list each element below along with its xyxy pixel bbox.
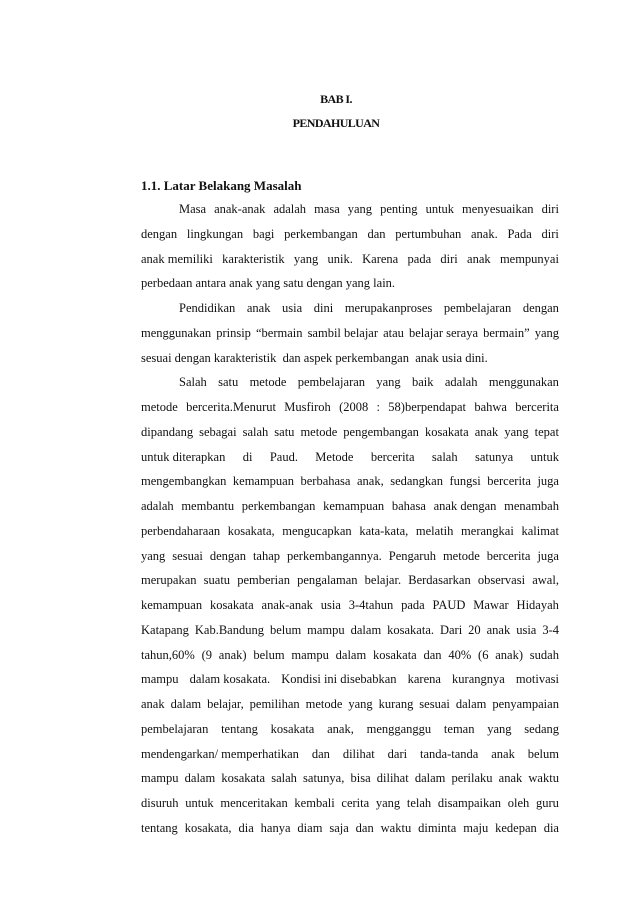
text-line: [141, 791, 559, 816]
word: bercerita.Menurut: [186, 400, 276, 414]
word: anak-anak: [214, 202, 266, 216]
word: juga: [537, 474, 559, 489]
text-line: [141, 717, 559, 742]
word: disampaikan: [437, 796, 502, 810]
text-line: [141, 247, 559, 272]
word: mampu: [307, 622, 345, 637]
word: kosakata: [424, 424, 469, 439]
word: bahwa: [474, 400, 507, 414]
word: disuruh: [141, 796, 179, 810]
word: mampu: [141, 672, 179, 687]
word: bermain”: [483, 325, 530, 340]
word: karena: [407, 672, 441, 687]
word: kemampuan: [323, 499, 385, 513]
word: dan: [423, 647, 442, 662]
word: mampu: [141, 771, 179, 786]
word: adalah: [444, 375, 478, 390]
word: dilihat: [376, 771, 409, 786]
word: bagi: [252, 226, 275, 241]
word: pada: [407, 251, 432, 266]
word: fungsi: [449, 474, 481, 489]
chapter-number: BAB I.: [320, 92, 352, 106]
word: pembelajaran: [141, 721, 209, 736]
text-line: [141, 692, 559, 717]
text-line: [141, 197, 559, 222]
word: satunya: [474, 449, 514, 464]
section-heading: 1.1. Latar Belakang Masalah: [141, 178, 302, 193]
word: prinsip: [216, 325, 251, 340]
word: belum: [253, 647, 285, 662]
word: atau: [383, 325, 404, 340]
word: membantu: [181, 499, 235, 513]
word: yang: [487, 721, 512, 736]
word: dia: [543, 820, 559, 835]
text-line: [141, 494, 559, 519]
word: anak: [491, 746, 515, 761]
word: pada: [401, 598, 425, 612]
word: bercerita: [486, 548, 531, 563]
word: sambil belajar: [307, 325, 379, 340]
word: usia: [282, 301, 303, 315]
word: oleh: [507, 796, 530, 810]
paragraph: [141, 370, 559, 840]
word: sesuai dengan karakteristik dan aspek perkembangan anak usia dini.: [141, 350, 488, 365]
word: metode: [141, 400, 178, 414]
word: kemampuan: [232, 474, 294, 489]
word: dan: [355, 820, 374, 835]
word: untuk: [425, 202, 455, 216]
word: kosakata.: [387, 622, 434, 637]
word: anak: [474, 424, 499, 439]
word: yang: [141, 548, 166, 563]
word: bercerita: [370, 449, 415, 464]
text-line: [141, 593, 559, 618]
word: yang: [376, 375, 401, 390]
text-line: [141, 346, 559, 371]
word: anak,: [327, 721, 354, 736]
word: satu: [274, 424, 295, 439]
word: pemberian: [237, 573, 290, 588]
word: metode: [249, 375, 287, 390]
word: sedang: [524, 721, 559, 736]
word: juga: [537, 548, 559, 563]
word: kosakata: [270, 721, 315, 736]
word: dalam: [455, 697, 487, 711]
word: dari: [387, 746, 408, 761]
word: 3-4: [542, 622, 559, 637]
word: mampu: [291, 647, 329, 662]
word: yang: [348, 697, 373, 711]
word: Pendidikan: [179, 301, 236, 315]
word: pembelajaran: [443, 301, 512, 315]
word: merangkai: [461, 523, 514, 538]
word: kalimat: [521, 523, 559, 538]
word: mengganggu: [366, 721, 432, 736]
word: Metode: [315, 449, 354, 464]
word: waktu: [380, 820, 412, 835]
text-line: [141, 395, 559, 420]
word: menggunakan: [141, 325, 212, 340]
word: (6: [478, 647, 489, 662]
word: Kondisi ini disebabkan: [281, 672, 397, 687]
word: dia: [238, 820, 254, 835]
text-line: [141, 420, 559, 445]
text-line: [141, 271, 559, 296]
word: motivasi: [515, 672, 559, 687]
word: usia: [320, 598, 341, 612]
word: diri: [440, 251, 458, 266]
text-line: [141, 568, 559, 593]
word: kedepan: [495, 820, 537, 835]
word: yang: [293, 251, 319, 266]
word: anak dengan: [433, 499, 497, 513]
text-line: [141, 618, 559, 643]
word: pemilihan: [249, 697, 300, 711]
text-line: [141, 766, 559, 791]
word: anak): [218, 647, 247, 662]
word: (9: [201, 647, 213, 662]
word: usia: [516, 622, 537, 637]
word: melatih: [415, 523, 454, 538]
paragraph: [141, 197, 559, 296]
word: tahun,60%: [141, 647, 195, 662]
word: diri: [541, 202, 559, 216]
word: PAUD: [432, 598, 466, 612]
word: menyesuaikan: [462, 202, 534, 216]
word: diam: [297, 820, 323, 835]
word: salah: [242, 424, 269, 439]
word: Kab.Bandung: [194, 622, 264, 637]
word: belum: [527, 746, 559, 761]
word: anak-anak: [261, 598, 313, 612]
word: untuk: [530, 449, 559, 464]
word: bahasa: [391, 499, 426, 513]
text-line: [141, 519, 559, 544]
word: Salah: [179, 375, 207, 390]
word: Pengaruh: [388, 548, 436, 563]
word: menceritakan: [220, 796, 288, 810]
word: diri: [541, 226, 559, 241]
text-line: [141, 370, 559, 395]
word: metode: [442, 548, 480, 563]
word: perkembangan: [241, 499, 316, 513]
word: dalam: [184, 771, 216, 786]
word: karakteristik: [222, 251, 285, 266]
word: :: [376, 400, 380, 414]
word: 3-4tahun: [348, 598, 394, 612]
word: dalam: [414, 771, 446, 786]
text-line: [141, 321, 559, 346]
word: “bermain: [255, 325, 303, 340]
word: anak,: [356, 474, 384, 489]
word: awal,: [532, 573, 559, 588]
word: Hidayah: [516, 598, 559, 612]
text-line: [141, 544, 559, 569]
word: anak: [498, 771, 523, 786]
word: penyampaian: [492, 697, 559, 711]
word: dalam kosakata.: [189, 672, 271, 687]
chapter-title: PENDAHULUAN: [292, 116, 380, 130]
word: sudah: [529, 647, 559, 662]
word: hanya: [260, 820, 291, 835]
word: kosakata: [209, 598, 254, 612]
word: berbahasa: [300, 474, 351, 489]
word: di: [242, 449, 253, 464]
word: metode: [300, 424, 338, 439]
word: untuk diterapkan: [141, 449, 226, 464]
word: guru: [536, 796, 559, 810]
word: sedangkan: [390, 474, 443, 489]
word: adalah: [141, 499, 174, 513]
text-line: [141, 667, 559, 692]
word: sesuai: [419, 697, 450, 711]
word: dini: [313, 301, 334, 315]
word: pembelajaran: [297, 375, 366, 390]
word: menambah: [504, 499, 559, 513]
word: salah: [431, 449, 458, 464]
word: satunya,: [303, 771, 345, 786]
word: kurang: [378, 697, 414, 711]
text-line: [141, 296, 559, 321]
word: salah: [271, 771, 297, 786]
word: (2008: [339, 400, 369, 414]
word: kemampuan: [141, 598, 203, 612]
word: Musfiroh: [284, 400, 331, 414]
word: Katapang: [141, 622, 189, 637]
text-line: [141, 643, 559, 668]
word: diminta: [418, 820, 457, 835]
word: Masa: [179, 202, 207, 216]
word: belajar seraya: [408, 325, 479, 340]
word: sebagai: [199, 424, 237, 439]
word: yang: [375, 796, 401, 810]
word: anak: [486, 622, 511, 637]
word: merupakanproses: [344, 301, 433, 315]
word: dan: [367, 226, 386, 241]
word: anak memiliki: [141, 251, 213, 266]
word: Paud.: [269, 449, 298, 464]
word: kurangnya: [452, 672, 505, 687]
word: perkembangan: [284, 226, 358, 241]
word: untuk: [185, 796, 214, 810]
word: waktu: [528, 771, 559, 786]
word: tentang: [141, 820, 178, 835]
word: anak: [246, 301, 271, 315]
word: sesuai: [172, 548, 203, 563]
body-text: [141, 197, 559, 841]
word: anak: [141, 697, 165, 711]
word: kosakata,: [184, 820, 232, 835]
word: kembali: [294, 796, 335, 810]
word: dilihat: [342, 746, 375, 761]
text-line: [141, 445, 559, 470]
word: Pada: [507, 226, 532, 241]
word: menggunakan: [488, 375, 559, 390]
word: dipandang: [141, 424, 194, 439]
word: kosakata,: [227, 523, 275, 538]
word: yang: [347, 202, 373, 216]
word: bercerita: [487, 474, 531, 489]
word: yang: [504, 424, 529, 439]
word: dengan: [209, 548, 246, 563]
word: pengembangan: [343, 424, 419, 439]
word: dengan: [141, 226, 178, 241]
word: perbendaharaan: [141, 523, 221, 538]
word: tanda-tanda: [420, 746, 479, 761]
word: kosakata: [221, 771, 266, 786]
word: anak): [495, 647, 524, 662]
word: tahap: [252, 548, 281, 563]
word: Berdasarkan: [408, 573, 471, 588]
word: cerita: [341, 796, 370, 810]
word: 40%: [448, 647, 472, 662]
word: belum: [269, 622, 302, 637]
word: bisa: [350, 771, 371, 786]
word: pertumbuhan: [395, 226, 462, 241]
word: suatu: [203, 573, 231, 588]
word: masa: [314, 202, 340, 216]
paragraph: [141, 296, 559, 370]
word: Mawar: [473, 598, 509, 612]
word: perkembangannya.: [287, 548, 382, 563]
word: yang: [534, 325, 559, 340]
word: baik: [412, 375, 434, 390]
text-line: [141, 222, 559, 247]
word: penting: [380, 202, 418, 216]
text-line: [141, 469, 559, 494]
text-line: [141, 816, 559, 841]
word: belajar.: [364, 573, 402, 588]
word: tentang: [221, 721, 258, 736]
word: kata-kata,: [359, 523, 409, 538]
word: dalam: [335, 647, 367, 662]
word: observasi: [477, 573, 526, 588]
word: dengan: [522, 301, 559, 315]
word: 58)berpendapat: [388, 400, 467, 414]
word: satu: [218, 375, 239, 390]
word: kosakata: [372, 647, 417, 662]
word: anak: [467, 251, 491, 266]
word: dan: [311, 746, 330, 761]
word: lingkungan: [186, 226, 244, 241]
word: telah: [406, 796, 432, 810]
word: unik.: [327, 251, 353, 266]
word: dalam: [170, 697, 202, 711]
word: saja: [329, 820, 349, 835]
word: belajar,: [207, 697, 244, 711]
word: mempunyai: [499, 251, 559, 266]
word: maju: [463, 820, 489, 835]
word: tepat: [534, 424, 559, 439]
word: adalah: [273, 202, 307, 216]
word: dalam: [350, 622, 382, 637]
word: perilaku: [451, 771, 493, 786]
word: Dari: [439, 622, 463, 637]
word: metode: [305, 697, 343, 711]
word: merupakan: [141, 573, 197, 588]
word: mengucapkan: [282, 523, 352, 538]
text-line: [141, 742, 559, 767]
word: perbedaan antara anak yang satu dengan yang lain.: [141, 276, 396, 291]
word: mengembangkan: [141, 474, 227, 489]
word: anak.: [471, 226, 498, 241]
word: 20: [468, 622, 481, 637]
word: teman: [443, 721, 475, 736]
word: mendengarkan/ memperhatikan: [141, 746, 299, 761]
word: pengalaman: [297, 573, 358, 588]
word: Karena: [362, 251, 399, 266]
word: bercerita: [515, 400, 559, 414]
